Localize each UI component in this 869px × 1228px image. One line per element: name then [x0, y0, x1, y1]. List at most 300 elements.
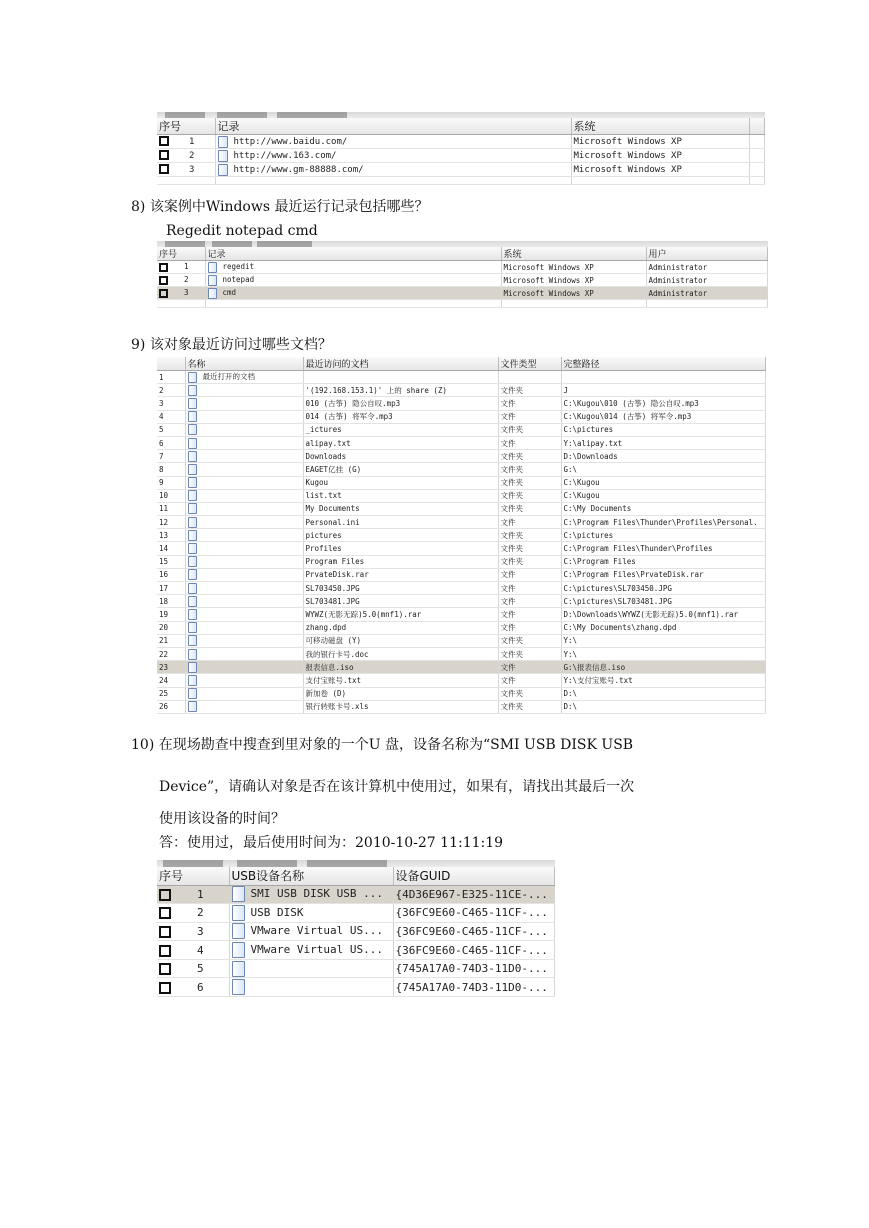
full-path-cell: D:\	[561, 700, 766, 713]
file-type-cell: 文件夹	[498, 634, 561, 647]
system-cell: Microsoft Windows XP	[501, 287, 646, 300]
row-number: 3	[189, 164, 195, 175]
document-icon	[188, 688, 197, 699]
recent-doc-cell: alipay.txt	[303, 436, 498, 449]
name-cell	[185, 397, 303, 410]
table-row[interactable]	[157, 621, 766, 634]
table-row[interactable]	[157, 634, 766, 647]
row-number: 14	[157, 542, 185, 555]
empty-row	[157, 300, 768, 308]
table-row[interactable]	[157, 674, 766, 687]
file-type-cell: 文件夹	[498, 450, 561, 463]
usb-name-cell	[229, 885, 393, 904]
name-cell	[185, 410, 303, 423]
recent-doc-cell: Profiles	[303, 542, 498, 555]
row-number: 25	[157, 687, 185, 700]
checkbox-cell[interactable]	[157, 274, 205, 287]
row-number: 3	[184, 288, 189, 298]
system-cell: Microsoft Windows XP	[571, 149, 749, 163]
recent-doc-cell: PrvateDisk.rar	[303, 568, 498, 581]
table-row[interactable]	[157, 287, 768, 300]
column-header-user[interactable]: 用户	[646, 247, 768, 261]
document-icon	[188, 662, 197, 673]
checkbox-cell[interactable]	[157, 149, 215, 163]
recent-doc-cell: 我的银行卡号.doc	[303, 647, 498, 660]
user-cell: Administrator	[646, 261, 768, 274]
row-number: 1	[157, 371, 185, 384]
column-header-index[interactable]	[157, 357, 185, 371]
document-icon	[188, 543, 197, 554]
table-row[interactable]	[157, 502, 766, 515]
document-icon	[188, 438, 197, 449]
url-records-table	[157, 118, 765, 185]
record-cell-text: notepad	[222, 275, 255, 284]
full-path-cell: C:\My Documents	[561, 502, 766, 515]
row-checkbox[interactable]	[159, 982, 171, 994]
file-type-cell: 文件夹	[498, 476, 561, 489]
guid-cell: {745A17A0-74D3-11D0-...	[393, 978, 555, 997]
full-path-cell: Y:\alipay.txt	[561, 436, 766, 449]
recent-doc-cell: Downloads	[303, 450, 498, 463]
row-number: 4	[157, 410, 185, 423]
usb-name-cell-text: SMI USB DISK USB ...	[250, 887, 383, 901]
recent-documents-table	[157, 357, 766, 714]
row-number: 1	[197, 887, 204, 901]
table-row[interactable]	[157, 542, 766, 555]
row-checkbox[interactable]	[159, 164, 169, 174]
name-cell	[185, 423, 303, 436]
name-cell	[185, 621, 303, 634]
empty-cell	[749, 149, 765, 163]
record-cell	[205, 287, 501, 300]
table-row[interactable]	[157, 397, 766, 410]
checkbox-cell[interactable]	[157, 135, 215, 149]
recent-doc-cell: Program Files	[303, 555, 498, 568]
empty-cell	[749, 163, 765, 177]
row-number: 13	[157, 529, 185, 542]
table-row[interactable]	[157, 261, 768, 274]
row-number: 19	[157, 608, 185, 621]
file-type-cell: 文件	[498, 582, 561, 595]
system-cell: Microsoft Windows XP	[501, 261, 646, 274]
document-icon	[232, 923, 245, 939]
record-cell	[205, 274, 501, 287]
full-path-cell: D:\	[561, 687, 766, 700]
full-path-cell	[561, 371, 766, 384]
question-9: 9) 该对象最近访问过哪些文档？	[131, 337, 332, 353]
empty-cell	[205, 300, 501, 308]
row-number: 24	[157, 674, 185, 687]
file-type-cell: 文件	[498, 595, 561, 608]
full-path-cell: C:\pictures	[561, 423, 766, 436]
file-type-cell: 文件	[498, 621, 561, 634]
document-icon	[188, 490, 197, 501]
column-header-full-path[interactable]: 完整路径	[561, 357, 766, 371]
file-type-cell: 文件夹	[498, 555, 561, 568]
full-path-cell: C:\Program Files\PrvateDisk.rar	[561, 568, 766, 581]
row-number: 10	[157, 489, 185, 502]
row-number: 9	[157, 476, 185, 489]
usb-name-cell	[229, 941, 393, 960]
file-type-cell: 文件夹	[498, 687, 561, 700]
name-cell	[185, 436, 303, 449]
recent-doc-cell: SL703450.JPG	[303, 582, 498, 595]
guid-cell: {36FC9E60-C465-11CF-...	[393, 941, 555, 960]
name-cell-text: 最近打开的文档	[202, 372, 255, 382]
table-row[interactable]	[157, 568, 766, 581]
document-icon	[232, 905, 245, 921]
empty-cell	[749, 135, 765, 149]
column-header-system[interactable]: 系统	[501, 247, 646, 261]
recent-doc-cell: WYWZ(无影无踪)5.0(mnf1).rar	[303, 608, 498, 621]
column-header-index[interactable]: 序号	[157, 247, 205, 261]
row-number: 23	[157, 661, 185, 674]
document-icon	[188, 372, 197, 383]
empty-cell	[646, 300, 768, 308]
recent-doc-cell: _ictures	[303, 423, 498, 436]
document-icon	[188, 596, 197, 607]
table-row[interactable]	[157, 274, 768, 287]
name-cell	[185, 555, 303, 568]
question-10-line2: Device”，请确认对象是否在该计算机中使用过，如果有，请找出其最后一次	[159, 779, 635, 795]
system-cell: Microsoft Windows XP	[571, 135, 749, 149]
row-number: 2	[197, 906, 204, 920]
row-checkbox[interactable]	[159, 963, 171, 975]
screenshot-recent-documents	[157, 357, 766, 715]
tab-strip	[157, 112, 765, 118]
document-icon	[188, 517, 197, 528]
row-number: 3	[157, 397, 185, 410]
row-number: 7	[157, 450, 185, 463]
table-row[interactable]	[157, 489, 766, 502]
full-path-cell: D:\Downloads	[561, 450, 766, 463]
recent-doc-cell: 014 (古筝) 将军令.mp3	[303, 410, 498, 423]
record-cell-text: http://www.baidu.com/	[233, 137, 348, 147]
table-row[interactable]	[157, 555, 766, 568]
full-path-cell: J	[561, 384, 766, 397]
file-type-cell: 文件夹	[498, 502, 561, 515]
column-header-record[interactable]: 记录	[215, 118, 571, 135]
tab-strip	[157, 860, 555, 867]
full-path-cell: C:\Program Files\Thunder\Profiles	[561, 542, 766, 555]
table-row[interactable]	[157, 163, 765, 177]
question-10-line1: 10) 在现场勘查中搜查到里对象的一个U 盘，设备名称为“SMI USB DISK USB	[131, 737, 634, 753]
name-cell	[185, 516, 303, 529]
document-icon	[188, 649, 197, 660]
row-checkbox[interactable]	[159, 926, 171, 938]
name-cell	[185, 674, 303, 687]
column-header-empty	[749, 118, 765, 135]
full-path-cell: C:\Kugou	[561, 489, 766, 502]
table-row[interactable]	[157, 959, 555, 978]
row-number: 11	[157, 502, 185, 515]
guid-cell: {36FC9E60-C465-11CF-...	[393, 904, 555, 923]
table-row[interactable]	[157, 595, 766, 608]
recent-doc-cell: 新加卷 (D)	[303, 687, 498, 700]
table-row[interactable]	[157, 149, 765, 163]
recent-doc-cell: 银行转账卡号.xls	[303, 700, 498, 713]
usb-devices-table	[157, 867, 555, 997]
table-row[interactable]	[157, 450, 766, 463]
column-header-file-type[interactable]: 文件类型	[498, 357, 561, 371]
document-icon	[188, 583, 197, 594]
document-icon	[188, 464, 197, 475]
system-cell: Microsoft Windows XP	[501, 274, 646, 287]
empty-cell	[157, 300, 205, 308]
row-number: 15	[157, 555, 185, 568]
row-checkbox[interactable]	[159, 907, 171, 919]
empty-cell	[215, 177, 571, 185]
row-checkbox[interactable]	[159, 276, 168, 285]
file-type-cell: 文件	[498, 608, 561, 621]
checkbox-cell[interactable]	[157, 885, 229, 904]
document-icon	[188, 477, 197, 488]
record-cell	[205, 261, 501, 274]
document-icon	[188, 622, 197, 633]
full-path-cell: G:\	[561, 463, 766, 476]
row-number: 21	[157, 634, 185, 647]
table-row[interactable]	[157, 700, 766, 713]
full-path-cell: C:\Kugou\014 (古筝) 将军令.mp3	[561, 410, 766, 423]
row-number: 1	[184, 262, 189, 272]
full-path-cell: C:\Program Files\Thunder\Profiles\Personal.	[561, 516, 766, 529]
record-cell-text: cmd	[222, 288, 237, 297]
row-checkbox[interactable]	[159, 889, 171, 901]
recent-doc-cell: My Documents	[303, 502, 498, 515]
row-number: 6	[157, 436, 185, 449]
name-cell	[185, 476, 303, 489]
usb-name-cell	[229, 922, 393, 941]
recent-doc-cell: EAGET亿挂 (G)	[303, 463, 498, 476]
name-cell	[185, 661, 303, 674]
full-path-cell: C:\Kugou	[561, 476, 766, 489]
row-number: 2	[184, 275, 189, 285]
empty-cell	[749, 177, 765, 185]
table-row[interactable]	[157, 941, 555, 960]
usb-name-cell	[229, 904, 393, 923]
document-icon	[208, 275, 217, 286]
record-cell-text: http://www.163.com/	[233, 151, 337, 161]
row-checkbox[interactable]	[159, 150, 169, 160]
question-10-line3: 使用该设备的时间？	[159, 811, 285, 827]
screenshot-usb-devices	[157, 860, 555, 1000]
recent-doc-cell	[303, 371, 498, 384]
file-type-cell: 文件夹	[498, 700, 561, 713]
document-icon	[188, 398, 197, 409]
document-icon	[232, 961, 245, 977]
name-cell	[185, 371, 303, 384]
full-path-cell: D:\Downloads\WYWZ(无影无踪)5.0(mnf1).rar	[561, 608, 766, 621]
name-cell	[185, 595, 303, 608]
table-row[interactable]	[157, 384, 766, 397]
table-row[interactable]	[157, 661, 766, 674]
checkbox-cell[interactable]	[157, 904, 229, 923]
name-cell	[185, 608, 303, 621]
row-number: 18	[157, 595, 185, 608]
table-row[interactable]	[157, 529, 766, 542]
guid-cell: {4D36E967-E325-11CE-...	[393, 885, 555, 904]
recent-doc-cell: 可移动磁盘 (Y)	[303, 634, 498, 647]
full-path-cell: C:\pictures	[561, 529, 766, 542]
document-icon	[188, 451, 197, 462]
recent-doc-cell: 010 (古筝) 隐公自叹.mp3	[303, 397, 498, 410]
file-type-cell: 文件	[498, 397, 561, 410]
recent-doc-cell: pictures	[303, 529, 498, 542]
checkbox-cell[interactable]	[157, 959, 229, 978]
table-row[interactable]	[157, 978, 555, 997]
file-type-cell: 文件	[498, 410, 561, 423]
record-cell	[215, 149, 571, 163]
table-row[interactable]	[157, 647, 766, 660]
name-cell	[185, 568, 303, 581]
checkbox-cell[interactable]	[157, 978, 229, 997]
name-cell	[185, 384, 303, 397]
name-cell	[185, 582, 303, 595]
row-checkbox[interactable]	[159, 289, 168, 298]
row-number: 1	[189, 136, 195, 147]
name-cell	[185, 463, 303, 476]
row-number: 26	[157, 700, 185, 713]
column-header-index[interactable]: 序号	[157, 118, 215, 135]
name-cell	[185, 634, 303, 647]
column-header-guid[interactable]: 设备GUID	[393, 867, 555, 885]
column-header-system[interactable]: 系统	[571, 118, 749, 135]
table-row[interactable]	[157, 423, 766, 436]
row-number: 4	[197, 943, 204, 957]
table-row[interactable]	[157, 922, 555, 941]
checkbox-cell[interactable]	[157, 941, 229, 960]
row-number: 2	[157, 384, 185, 397]
document-icon	[188, 569, 197, 580]
document-icon	[188, 556, 197, 567]
name-cell	[185, 502, 303, 515]
recent-doc-cell: Kugou	[303, 476, 498, 489]
table-row[interactable]	[157, 371, 766, 384]
recent-doc-cell: SL703481.JPG	[303, 595, 498, 608]
question-8: 8) 该案例中Windows 最近运行记录包括哪些？	[131, 199, 429, 215]
full-path-cell: C:\My Documents\zhang.dpd	[561, 621, 766, 634]
row-checkbox[interactable]	[159, 263, 168, 272]
file-type-cell: 文件夹	[498, 423, 561, 436]
name-cell	[185, 700, 303, 713]
document-icon	[218, 150, 228, 162]
table-row[interactable]	[157, 687, 766, 700]
recent-doc-cell: Personal.ini	[303, 516, 498, 529]
document-icon	[188, 530, 197, 541]
file-type-cell: 文件夹	[498, 647, 561, 660]
name-cell	[185, 529, 303, 542]
checkbox-cell[interactable]	[157, 287, 205, 300]
checkbox-cell[interactable]	[157, 922, 229, 941]
file-type-cell: 文件夹	[498, 384, 561, 397]
document-icon	[188, 701, 197, 712]
empty-cell	[157, 177, 215, 185]
table-row[interactable]	[157, 410, 766, 423]
row-number: 16	[157, 568, 185, 581]
row-number: 5	[197, 962, 204, 976]
name-cell	[185, 687, 303, 700]
row-number: 17	[157, 582, 185, 595]
column-header-usb-name[interactable]: USB设备名称	[229, 867, 393, 885]
full-path-cell: C:\Kugou\010 (古筝) 隐公自叹.mp3	[561, 397, 766, 410]
screenshot-run-records	[157, 241, 768, 308]
checkbox-cell[interactable]	[157, 163, 215, 177]
checkbox-cell[interactable]	[157, 261, 205, 274]
record-cell-text: regedit	[222, 262, 255, 271]
row-number: 22	[157, 647, 185, 660]
row-number: 8	[157, 463, 185, 476]
document-icon	[208, 262, 217, 273]
row-number: 20	[157, 621, 185, 634]
full-path-cell: Y:\	[561, 634, 766, 647]
run-records-table	[157, 247, 768, 308]
row-number: 3	[197, 924, 204, 938]
file-type-cell: 文件	[498, 674, 561, 687]
table-row[interactable]	[157, 463, 766, 476]
table-row[interactable]	[157, 516, 766, 529]
table-row[interactable]	[157, 135, 765, 149]
usb-name-cell-text: VMware Virtual US...	[250, 924, 383, 938]
document-icon	[188, 385, 197, 396]
file-type-cell: 文件	[498, 568, 561, 581]
tab-strip	[157, 241, 768, 247]
name-cell	[185, 542, 303, 555]
row-checkbox[interactable]	[159, 136, 169, 146]
recent-doc-cell: 报表信息.iso	[303, 661, 498, 674]
document-icon	[218, 136, 228, 148]
table-row[interactable]	[157, 436, 766, 449]
document-icon	[188, 411, 197, 422]
empty-row	[157, 177, 765, 185]
table-row[interactable]	[157, 476, 766, 489]
guid-cell: {745A17A0-74D3-11D0-...	[393, 959, 555, 978]
column-header-recent-doc[interactable]: 最近访问的文档	[303, 357, 498, 371]
file-type-cell: 文件	[498, 436, 561, 449]
table-row[interactable]	[157, 582, 766, 595]
document-icon	[218, 164, 228, 176]
document-icon	[188, 609, 197, 620]
row-number: 6	[197, 980, 204, 994]
screenshot-url-records	[157, 112, 765, 186]
file-type-cell: 文件夹	[498, 489, 561, 502]
usb-name-cell	[229, 959, 393, 978]
empty-cell	[501, 300, 646, 308]
document-icon	[232, 886, 245, 902]
column-header-name[interactable]: 名称	[185, 357, 303, 371]
table-row[interactable]	[157, 885, 555, 904]
column-header-index[interactable]: 序号	[157, 867, 229, 885]
file-type-cell: 文件夹	[498, 529, 561, 542]
document-icon	[208, 288, 217, 299]
user-cell: Administrator	[646, 287, 768, 300]
record-cell	[215, 163, 571, 177]
file-type-cell: 文件夹	[498, 463, 561, 476]
table-row[interactable]	[157, 904, 555, 923]
column-header-record[interactable]: 记录	[205, 247, 501, 261]
answer-10: 答：使用过，最后使用时间为：2010-10-27 11:11:19	[159, 835, 504, 851]
name-cell	[185, 450, 303, 463]
document-icon	[188, 503, 197, 514]
empty-cell	[571, 177, 749, 185]
row-checkbox[interactable]	[159, 945, 171, 957]
document-icon	[232, 979, 245, 995]
row-number: 12	[157, 516, 185, 529]
row-number: 5	[157, 423, 185, 436]
full-path-cell: Y:\	[561, 647, 766, 660]
file-type-cell	[498, 371, 561, 384]
document-icon	[188, 635, 197, 646]
table-row[interactable]	[157, 608, 766, 621]
